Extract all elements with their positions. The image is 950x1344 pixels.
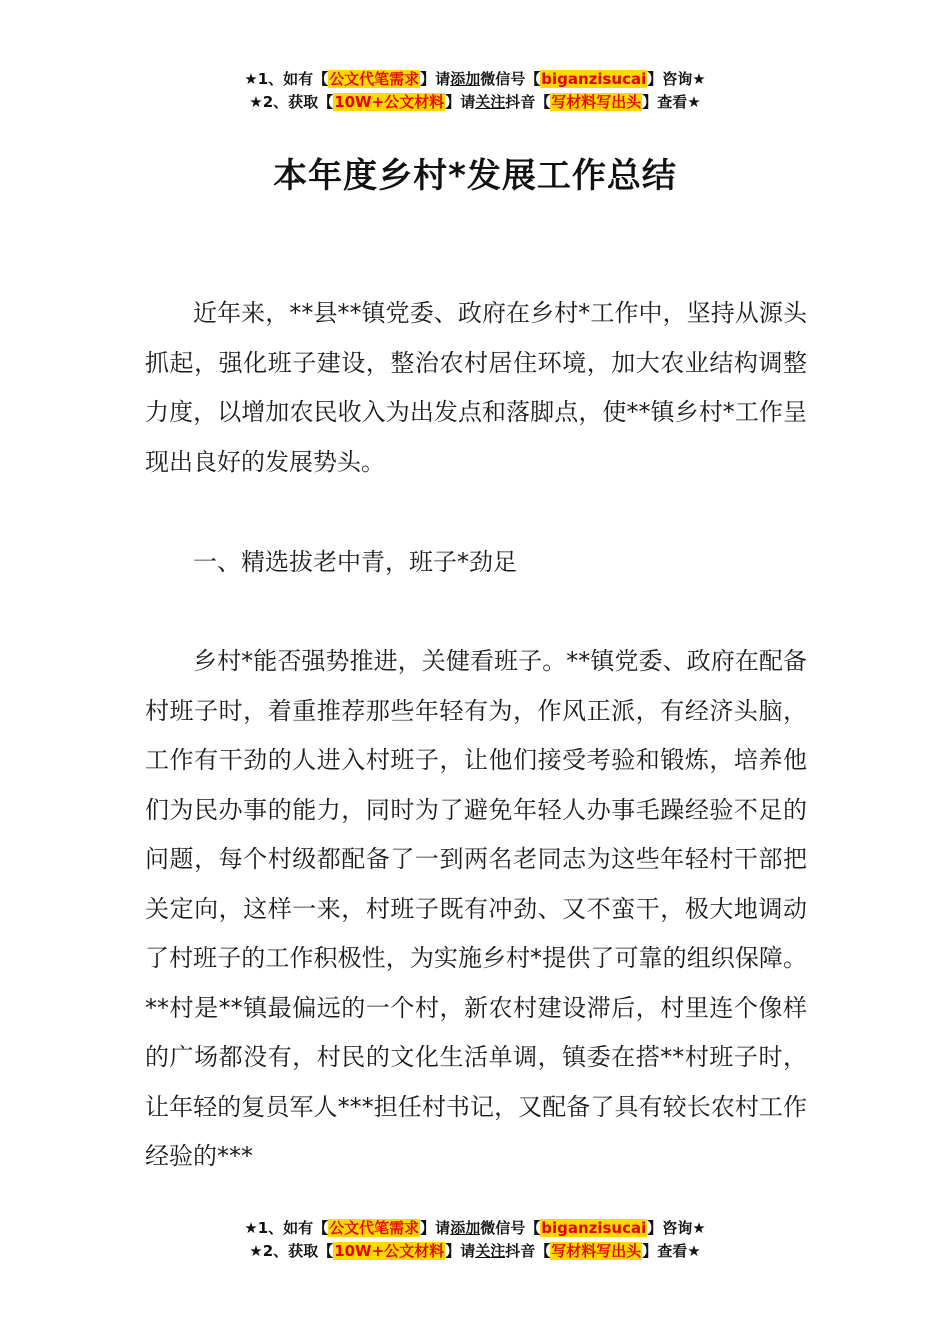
promo-highlight-douyin: 写材料写出头 <box>551 93 642 111</box>
promo-text: 抖音【 <box>505 93 551 111</box>
promo-highlight-wechat: biganzisucai <box>541 70 647 88</box>
promo-underlined: 添加 <box>450 1219 481 1237</box>
promo-text: 】请 <box>420 70 451 88</box>
promo-text: ★2、获取【 <box>249 1242 334 1260</box>
promo-underlined: 添加 <box>450 70 481 88</box>
promo-highlight: 公文代笔需求 <box>329 1219 420 1237</box>
promo-text: 】咨询★ <box>647 1219 706 1237</box>
promo-text: 】查看★ <box>642 1242 701 1260</box>
promo-highlight: 公文代笔需求 <box>329 70 420 88</box>
promo-underlined: 关注 <box>475 93 506 111</box>
promo-highlight: 10W+公文材料 <box>334 93 445 111</box>
promo-line-2 <box>0 1240 950 1263</box>
document-title: 本年度乡村*发展工作总结 <box>273 156 677 196</box>
promo-line-1 <box>0 68 950 91</box>
promo-line-2 <box>0 91 950 114</box>
promo-text: 微信号【 <box>480 70 541 88</box>
promo-banner-top <box>0 68 950 114</box>
promo-highlight: 10W+公文材料 <box>334 1242 445 1260</box>
promo-underlined: 关注 <box>475 1242 506 1260</box>
promo-banner-bottom <box>0 1217 950 1263</box>
promo-text: 】请 <box>420 1219 451 1237</box>
promo-text: 抖音【 <box>505 1242 551 1260</box>
promo-text: ★2、获取【 <box>249 93 334 111</box>
promo-highlight-wechat: biganzisucai <box>541 1219 647 1237</box>
promo-text: 】请 <box>445 1242 476 1260</box>
promo-text: 】查看★ <box>642 93 701 111</box>
section-heading-1: 一、精选拔老中青，班子*劲足 <box>193 548 517 576</box>
promo-text: 】咨询★ <box>647 70 706 88</box>
paragraph-intro: 近年来，**县**镇党委、政府在乡村*工作中，坚持从源头抓起，强化班子建设，整治农村居住环境，加大农业结构调整力度，以增加农民收入为出发点和落脚点，使**镇乡村*工作呈现出良好的发展势头。 <box>145 299 807 476</box>
promo-highlight-douyin: 写材料写出头 <box>551 1242 642 1260</box>
promo-text: 微信号【 <box>480 1219 541 1237</box>
promo-text: 】请 <box>445 93 476 111</box>
promo-text: ★1、如有【 <box>244 70 329 88</box>
promo-text: ★1、如有【 <box>244 1219 329 1237</box>
paragraph-section-1: 乡村*能否强势推进，关健看班子。**镇党委、政府在配备村班子时，着重推荐那些年轻有为，作风正派，有经济头脑，工作有干劲的人进入村班子，让他们接受考验和锻炼，培养他们为民办事的能力，同时为了避免年轻人办事毛躁经验不足的问题，每个村级都配备了一到两名老同志为这些年轻村干部把关定向，这样一来，村班子既有冲劲、又不蛮干，极大地调动了村班子的工作积极性，为实施乡村*提供了可靠的组织保障。**村是**镇最偏远的一个村，新农村建设滞后，村里连个像样的广场都没有，村民的文化生活单调，镇委在搭**村班子时，让年轻的复员军人***担任村书记，又配备了具有较长农村工作经验的*** <box>145 647 807 1170</box>
promo-line-1 <box>0 1217 950 1240</box>
